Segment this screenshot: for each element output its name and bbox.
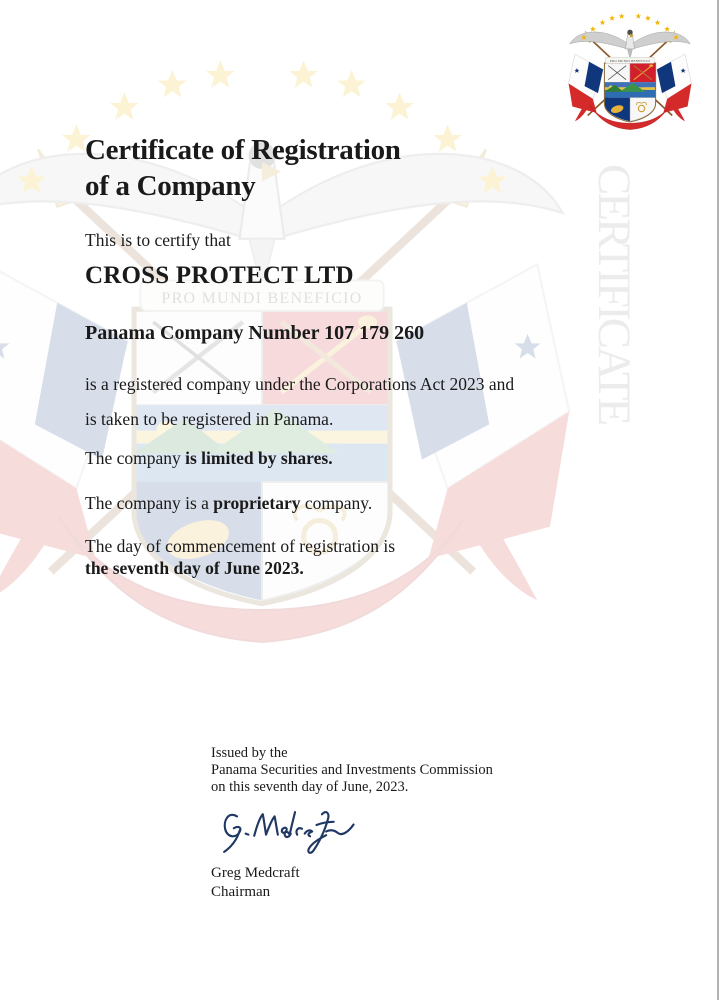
page-edge-line: [717, 0, 719, 1000]
signatory-name: Greg Medcraft: [211, 865, 300, 881]
page-title: [85, 132, 401, 204]
company-number-line: Panama Company Number 107 179 260: [85, 322, 425, 344]
limited-by-shares-line: [85, 447, 333, 469]
company-name: CROSS PROTECT LTD: [85, 262, 354, 289]
commencement-statement: [85, 536, 395, 579]
proprietary-line: [85, 492, 372, 514]
proprietary-bold: proprietary: [213, 493, 301, 513]
signatory-title: Chairman: [211, 883, 271, 900]
commencement-line2: the seventh day of June 2023.: [85, 557, 304, 578]
issuer-line1: Issued by the: [211, 745, 288, 761]
signature-image: [222, 806, 367, 858]
registered-statement: [85, 367, 514, 437]
certificate-side-watermark-text: CERTIFICATE: [588, 164, 640, 424]
issuer-block: [211, 745, 493, 795]
proprietary-suffix: company.: [300, 493, 373, 513]
registered-statement-line1: is a registered company under the Corporations Act 2023 and: [85, 374, 515, 394]
certify-line: This is to certify that: [85, 230, 231, 250]
signatory-block: [211, 864, 300, 901]
registered-statement-line2: is taken to be registered in Panama.: [85, 409, 334, 429]
commencement-line1: The day of commencement of registration is: [85, 536, 396, 556]
panama-coat-of-arms-icon: [566, 8, 694, 136]
page-title-line2: of a Company: [85, 170, 256, 202]
limited-bold: is limited by shares.: [185, 448, 333, 468]
page-title-line1: Certificate of Registration: [85, 134, 401, 166]
issuer-line2: Panama Securities and Investments Commission: [211, 761, 493, 778]
issuer-line3: on this seventh day of June, 2023.: [211, 778, 409, 795]
proprietary-prefix: The company is a: [85, 493, 214, 513]
limited-prefix: The company: [85, 448, 186, 468]
